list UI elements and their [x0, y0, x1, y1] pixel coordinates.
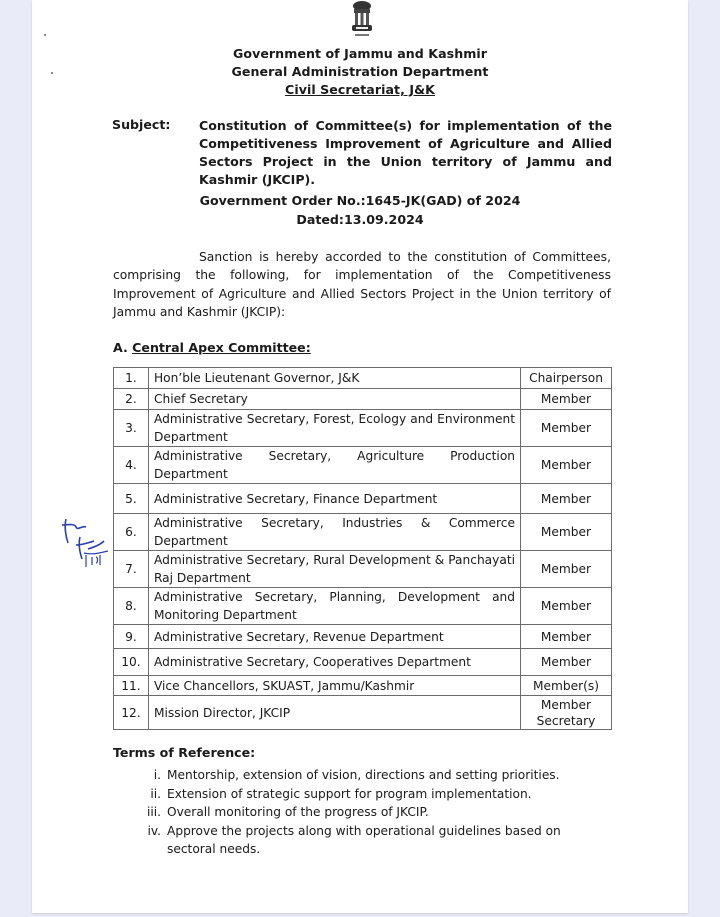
row-committee-role: Chairperson	[521, 368, 612, 389]
row-serial-number: 8.	[114, 588, 149, 625]
row-member-designation: Mission Director, JKCIP	[148, 696, 520, 730]
row-committee-role: Member(s)	[521, 676, 612, 696]
row-serial-number: 5.	[114, 484, 149, 514]
terms-of-reference-item	[130, 785, 613, 804]
item-text: Overall monitoring of the progress of JKCIP.	[167, 805, 429, 819]
row-member-designation: Administrative Secretary, Industries & Commerce Department	[148, 514, 520, 551]
row-serial-number: 9.	[114, 625, 149, 649]
row-committee-role: Member	[521, 389, 612, 410]
subject-label: Subject:	[112, 117, 171, 132]
row-serial-number: 1.	[114, 368, 149, 389]
committee-row	[114, 676, 612, 696]
section-a-prefix: A.	[113, 340, 128, 355]
row-committee-role: Member	[521, 484, 612, 514]
terms-of-reference-heading: Terms of Reference:	[113, 745, 256, 760]
row-committee-role: Member	[521, 551, 612, 588]
row-member-designation: Vice Chancellors, SKUAST, Jammu/Kashmir	[148, 676, 520, 696]
header-department: General Administration Department	[231, 64, 489, 79]
row-member-designation: Administrative Secretary, Forest, Ecology and Environment Department	[148, 410, 520, 447]
committee-row	[114, 551, 612, 588]
row-member-designation: Administrative Secretary, Finance Department	[148, 484, 520, 514]
scan-speck	[51, 72, 53, 74]
row-member-designation: Administrative Secretary, Planning, Development and Monitoring Department	[148, 588, 520, 625]
row-committee-role: Member	[521, 588, 612, 625]
row-committee-role: Member Secretary	[521, 696, 612, 730]
row-committee-role: Member	[521, 447, 612, 484]
committee-row	[114, 588, 612, 625]
row-serial-number: 10.	[114, 649, 149, 676]
item-numeral: ii.	[150, 786, 161, 801]
subject-text: Constitution of Committee(s) for implementation of the Competitiveness Improvement of Agriculture and Allied Sectors Project in the Union territory of Jammu and Kashmir (JKCIP).	[199, 118, 612, 187]
item-text: Extension of strategic support for program implementation.	[167, 786, 532, 801]
terms-of-reference-item	[130, 822, 613, 859]
committee-row	[114, 447, 612, 484]
terms-of-reference-item	[130, 803, 613, 822]
row-committee-role: Member	[521, 649, 612, 676]
committee-row	[114, 389, 612, 410]
header-government: Government of Jammu and Kashmir	[232, 46, 488, 61]
section-a-title: Central Apex Committee:	[132, 340, 311, 355]
item-text: Mentorship, extension of vision, directions and setting priorities.	[167, 768, 560, 782]
committee-row	[114, 484, 612, 514]
row-member-designation: Administrative Secretary, Revenue Department	[148, 625, 520, 649]
committee-row	[114, 410, 612, 447]
item-numeral: iv.	[147, 823, 161, 838]
row-serial-number: 12.	[114, 696, 149, 730]
order-number: Government Order No.:1645-JK(GAD) of 2024	[199, 193, 521, 208]
row-serial-number: 2.	[114, 389, 149, 410]
item-numeral: iii.	[146, 805, 161, 819]
scan-speck	[44, 34, 46, 36]
row-committee-role: Member	[521, 410, 612, 447]
section-a-heading	[113, 340, 311, 355]
terms-of-reference-list	[130, 766, 613, 859]
order-date: Dated:13.09.2024	[296, 212, 424, 227]
header-secretariat: Civil Secretariat, J&K	[285, 82, 435, 97]
row-committee-role: Member	[521, 514, 612, 551]
central-apex-committee-table	[113, 367, 612, 730]
committee-row	[114, 625, 612, 649]
row-serial-number: 3.	[114, 410, 149, 447]
item-numeral: i.	[153, 768, 161, 782]
committee-row	[114, 696, 612, 730]
row-committee-role: Member	[521, 625, 612, 649]
row-member-designation: Hon’ble Lieutenant Governor, J&K	[148, 368, 520, 389]
committee-row	[114, 368, 612, 389]
handwritten-signature-icon	[58, 515, 114, 575]
row-member-designation: Chief Secretary	[148, 389, 520, 410]
row-serial-number: 6.	[114, 514, 149, 551]
terms-of-reference-item	[130, 766, 613, 785]
row-serial-number: 11.	[114, 676, 149, 696]
row-member-designation: Administrative Secretary, Agriculture Production Department	[148, 447, 520, 484]
row-member-designation: Administrative Secretary, Rural Development & Panchayati Raj Department	[148, 551, 520, 588]
row-serial-number: 4.	[114, 447, 149, 484]
row-serial-number: 7.	[114, 551, 149, 588]
item-text: Approve the projects along with operational guidelines based on sectoral needs.	[167, 823, 561, 856]
row-member-designation: Administrative Secretary, Cooperatives Department	[148, 649, 520, 676]
sanction-paragraph: Sanction is hereby accorded to the constitution of Committees, comprising the following, for implementation of the Competitiveness Improvement of Agriculture and Allied Sectors Project in the Union territory of Jammu and Kashmir (JKCIP):	[113, 250, 611, 319]
state-emblem-icon	[344, 0, 380, 42]
committee-row	[114, 514, 612, 551]
committee-row	[114, 649, 612, 676]
